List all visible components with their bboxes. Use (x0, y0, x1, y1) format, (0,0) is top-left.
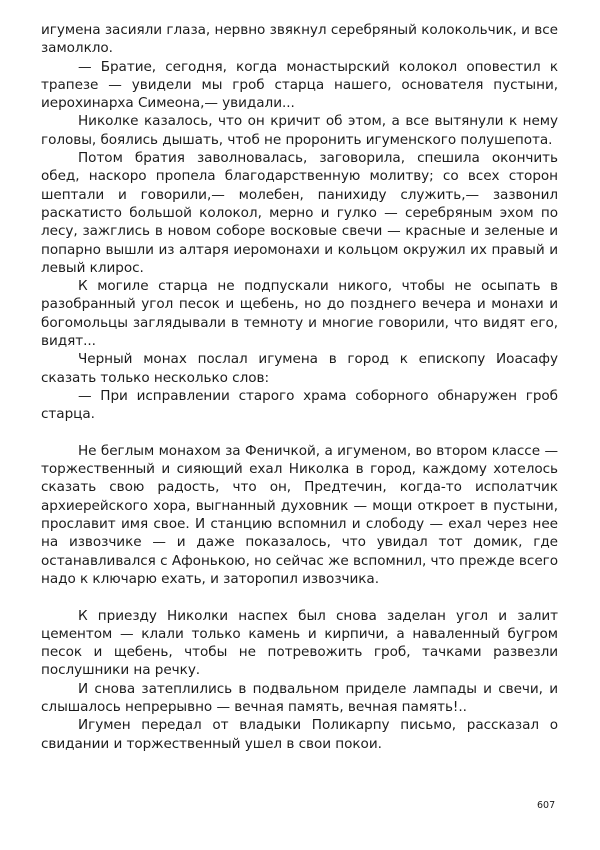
paragraph-3: Николке казалось, что он кричит об этом, а все вытянули к нему головы, боялись дышать, чтоб не проронить игуменского полушепота. (41, 113, 558, 148)
page-number: 607 (537, 800, 556, 811)
paragraph-1: игумена засияли глаза, нервно звякнул серебряный колокольчик, и все замолкло. (41, 22, 558, 57)
paragraph-5: К могиле старца не подпускали никого, чтобы не осыпать в разобранный угол песок и щебень, но до позднего вечера и монахи и богомольцы заглядывали в темноту и многие говорили, что видят его, видят... (41, 278, 558, 350)
paragraph-2: — Братие, сегодня, когда монастырский колокол оповестил к трапезе — увидели мы гроб старца нашего, основателя пустыни, иерохинарха Симеона,— увидали... (41, 58, 558, 112)
paragraph-8: Не беглым монахом за Феничкой, а игуменом, во втором классе — торжественный и сияющий ехал Николка в город, каждому хотелось сказать свою радость, что он, Предтечин, когда-то исполатчик архиерейского хора, выгнанный духовник — мощи откроет в пустыни, прославит имя свое. И станцию вспомнил и слободу — ехал через нее на извозчике — и даже показалось, что увидал тот домик, где останавливался с Афонькою, но сейчас же вспомнил, что прежде всего надо к ключарю ехать, и заторопил извозчика. (41, 442, 558, 587)
paragraph-4: Потом братия заволновалась, заговорила, спешила окончить обед, наскоро пропела благодарственную молитву; со всех сторон шептали и говорили,— молебен, панихиду служить,— зазвонил раскатисто большой колокол, мерно и гулко — серебряным эхом по лесу, зажглись в новом соборе восковые свечи — красные и зеленые и попарно вышли из алтаря иеромонахи и кольцом окружил их правый и левый клирос. (41, 150, 558, 276)
paragraph-10: И снова затеплились в подвальном приделе лампады и свечи, и слышалось непрерывно — вечная память, вечная память!.. (41, 680, 558, 715)
paragraph-9: К приезду Николки наспех был снова заделан угол и залит цементом — клали только камень и кирпичи, а наваленный бугром песок и щебень, чтобы не потревожить гроб, тачками развезли послушники на речку. (41, 607, 558, 679)
paragraph-6: Черный монах послал игумена в город к епископу Иоасафу сказать только несколько слов: (41, 351, 558, 386)
paragraph-7: — При исправлении старого храма соборного обнаружен гроб старца. (41, 387, 558, 423)
paragraph-11: Игумен передал от владыки Поликарпу письмо, рассказал о свидании и торжественный ушел в свои покои. (41, 717, 558, 752)
